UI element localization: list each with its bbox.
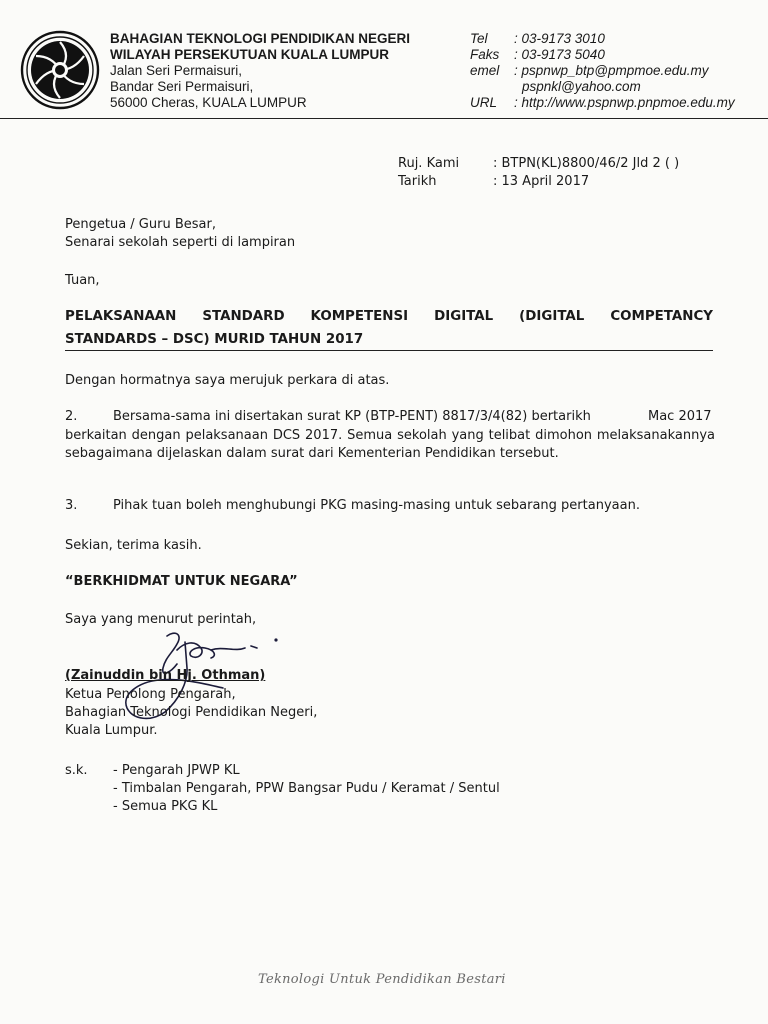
address-line3: 56000 Cheras, KUALA LUMPUR (110, 95, 307, 110)
header-divider (0, 118, 768, 119)
paragraph-2-number: 2. (65, 409, 78, 424)
subject-underline (65, 350, 713, 351)
paragraph-2-line1: Bersama-sama ini disertakan surat KP (BTP-PENT) 8817/3/4(82) bertarikh (113, 409, 591, 424)
cc-item: - Semua PKG KL (113, 799, 218, 814)
address-line2: Bandar Seri Permaisuri, (110, 79, 254, 94)
cc-item: - Timbalan Pengarah, PPW Bangsar Pudu / Keramat / Sentul (113, 781, 500, 796)
paragraph-1: Dengan hormatnya saya merujuk perkara di atas. (65, 373, 390, 388)
letterhead-contacts (470, 31, 735, 111)
date-value: : 13 April 2017 (493, 174, 590, 189)
date-label: Tarikh (398, 174, 437, 189)
letterhead-address (110, 31, 410, 111)
subject-line2: STANDARDS – DSC) MURID TAHUN 2017 (65, 332, 364, 347)
ref-value: : BTPN(KL)8800/46/2 Jld 2 ( ) (493, 156, 680, 171)
org-name-line1: BAHAGIAN TEKNOLOGI PENDIDIKAN NEGERI (110, 31, 411, 46)
paragraph-2-month: Mac 2017 (648, 409, 712, 424)
signatory-block (65, 686, 317, 740)
cc-item: - Pengarah JPWP KL (113, 763, 240, 778)
paragraph-3-number: 3. (65, 498, 78, 513)
paragraph-2-body: berkaitan dengan pelaksanaan DCS 2017. Semua sekolah yang telibat dimohon melaksanakannya sebagaimana dijelaskan dalam surat dari Kementerian Pendidikan tersebut. (65, 428, 715, 461)
contact-fax: Faks : 03-9173 5040 (470, 47, 605, 62)
recipient-block (65, 216, 295, 252)
recipient-line1: Pengetua / Guru Besar, (65, 217, 216, 232)
contact-tel: Tel : 03-9173 3010 (470, 31, 605, 46)
signatory-title2: Bahagian Teknologi Pendidikan Negeri, (65, 705, 318, 720)
reference-block (398, 155, 679, 191)
contact-url: URL : http://www.pspnwp.pnpmoe.edu.my (470, 95, 735, 110)
recipient-line2: Senarai sekolah seperti di lampiran (65, 235, 296, 250)
closing-thanks: Sekian, terima kasih. (65, 538, 202, 553)
signatory-title3: Kuala Lumpur. (65, 723, 158, 738)
signatory-name: (Zainuddin bin Hj. Othman) (65, 668, 266, 683)
subject-line1: PELAKSANAAN STANDARD KOMPETENSI DIGITAL (DIGITAL COMPETANCY (65, 309, 713, 324)
closing-order: Saya yang menurut perintah, (65, 612, 257, 627)
address-line1: Jalan Seri Permaisuri, (110, 63, 243, 78)
contact-email-alt: pspnkl@yahoo.com (522, 79, 641, 94)
cc-list (113, 762, 500, 816)
paragraph-3-text: Pihak tuan boleh menghubungi PKG masing-masing untuk sebarang pertanyaan. (113, 498, 640, 513)
cc-label: s.k. (65, 763, 88, 778)
salutation: Tuan, (65, 273, 100, 288)
signatory-title1: Ketua Penolong Pengarah, (65, 687, 236, 702)
org-name-line2: WILAYAH PERSEKUTUAN KUALA LUMPUR (110, 47, 390, 62)
ref-label: Ruj. Kami (398, 156, 460, 171)
footer-motto: Teknologi Untuk Pendidikan Bestari (258, 972, 506, 987)
contact-email: emel : pspnwp_btp@pmpmoe.edu.my (470, 63, 709, 78)
organization-logo (20, 30, 100, 110)
closing-motto: “BERKHIDMAT UNTUK NEGARA” (65, 574, 298, 589)
